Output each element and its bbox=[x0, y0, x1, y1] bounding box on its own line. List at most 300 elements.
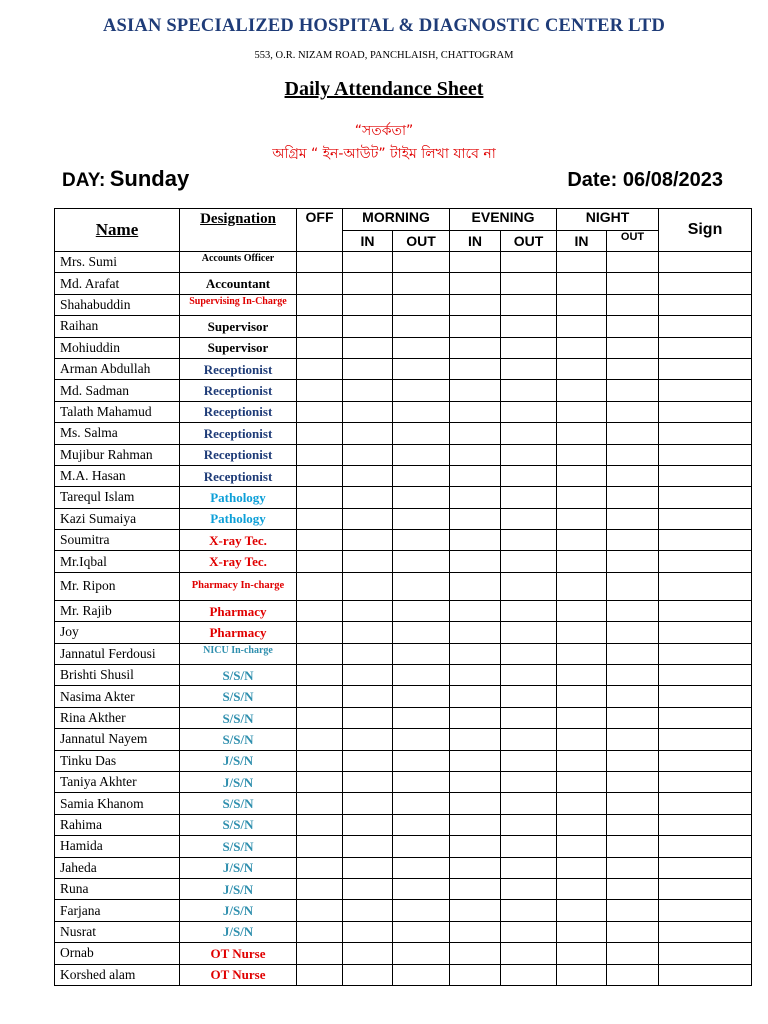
evening-in-cell[interactable] bbox=[450, 750, 501, 771]
off-cell[interactable] bbox=[297, 857, 343, 878]
night-out-cell[interactable] bbox=[607, 551, 659, 572]
evening-header: EVENING bbox=[450, 209, 557, 231]
off-cell[interactable] bbox=[297, 273, 343, 294]
night-in-cell[interactable] bbox=[557, 793, 607, 814]
morning-out-cell[interactable] bbox=[393, 358, 450, 379]
morning-out-cell[interactable] bbox=[393, 572, 450, 600]
evening-out-cell[interactable] bbox=[501, 465, 557, 486]
night-out-cell[interactable] bbox=[607, 316, 659, 337]
night-in-cell[interactable] bbox=[557, 465, 607, 486]
evening-in-cell[interactable] bbox=[450, 487, 501, 508]
off-cell[interactable] bbox=[297, 750, 343, 771]
night-in-cell[interactable] bbox=[557, 551, 607, 572]
evening-in-cell[interactable] bbox=[450, 771, 501, 792]
night-out-cell[interactable] bbox=[607, 337, 659, 358]
evening-out-cell[interactable] bbox=[501, 273, 557, 294]
morning-in-cell[interactable] bbox=[343, 643, 393, 664]
employee-designation: S/S/N bbox=[180, 836, 297, 857]
off-cell[interactable] bbox=[297, 444, 343, 465]
night-in-cell[interactable] bbox=[557, 423, 607, 444]
night-out-cell[interactable] bbox=[607, 964, 659, 985]
night-out-cell[interactable] bbox=[607, 487, 659, 508]
evening-out-cell[interactable] bbox=[501, 729, 557, 750]
night-in-cell[interactable] bbox=[557, 771, 607, 792]
morning-in-cell[interactable] bbox=[343, 878, 393, 899]
night-out-cell[interactable] bbox=[607, 380, 659, 401]
off-cell[interactable] bbox=[297, 508, 343, 529]
off-cell[interactable] bbox=[297, 964, 343, 985]
morning-in-cell[interactable] bbox=[343, 252, 393, 273]
employee-designation: Receptionist bbox=[180, 423, 297, 444]
night-out-cell[interactable] bbox=[607, 252, 659, 273]
evening-out-cell[interactable] bbox=[501, 793, 557, 814]
sign-cell[interactable] bbox=[659, 771, 752, 792]
night-in-cell[interactable] bbox=[557, 729, 607, 750]
evening-in-cell[interactable] bbox=[450, 622, 501, 643]
night-out-cell[interactable] bbox=[607, 643, 659, 664]
night-in-cell[interactable] bbox=[557, 380, 607, 401]
morning-in-cell[interactable] bbox=[343, 900, 393, 921]
night-out-cell[interactable] bbox=[607, 900, 659, 921]
night-in-cell[interactable] bbox=[557, 401, 607, 422]
sign-cell[interactable] bbox=[659, 316, 752, 337]
evening-in-cell[interactable] bbox=[450, 444, 501, 465]
evening-out-cell[interactable] bbox=[501, 337, 557, 358]
evening-in-cell[interactable] bbox=[450, 686, 501, 707]
morning-out-cell[interactable] bbox=[393, 793, 450, 814]
off-cell[interactable] bbox=[297, 423, 343, 444]
evening-out-cell[interactable] bbox=[501, 857, 557, 878]
night-out-cell[interactable] bbox=[607, 921, 659, 942]
morning-in-cell[interactable] bbox=[343, 337, 393, 358]
evening-out-cell[interactable] bbox=[501, 600, 557, 621]
evening-out-cell[interactable] bbox=[501, 836, 557, 857]
evening-in-cell[interactable] bbox=[450, 857, 501, 878]
night-in-cell[interactable] bbox=[557, 572, 607, 600]
day-value: Sunday bbox=[109, 166, 190, 191]
off-cell[interactable] bbox=[297, 643, 343, 664]
sign-cell[interactable] bbox=[659, 380, 752, 401]
evening-in-cell[interactable] bbox=[450, 530, 501, 551]
employee-designation: OT Nurse bbox=[180, 964, 297, 985]
off-cell[interactable] bbox=[297, 380, 343, 401]
off-cell[interactable] bbox=[297, 900, 343, 921]
morning-out-cell[interactable] bbox=[393, 530, 450, 551]
night-in-cell[interactable] bbox=[557, 900, 607, 921]
sign-cell[interactable] bbox=[659, 665, 752, 686]
evening-in-cell[interactable] bbox=[450, 729, 501, 750]
evening-in-cell[interactable] bbox=[450, 814, 501, 835]
evening-out-cell[interactable] bbox=[501, 294, 557, 315]
evening-in-cell[interactable] bbox=[450, 943, 501, 964]
morning-out-cell[interactable] bbox=[393, 686, 450, 707]
morning-in-cell[interactable] bbox=[343, 686, 393, 707]
morning-in-cell[interactable] bbox=[343, 836, 393, 857]
morning-out-cell[interactable] bbox=[393, 857, 450, 878]
employee-designation: J/S/N bbox=[180, 900, 297, 921]
night-out-cell[interactable] bbox=[607, 814, 659, 835]
night-out-cell[interactable] bbox=[607, 750, 659, 771]
night-in-cell[interactable] bbox=[557, 686, 607, 707]
sign-cell[interactable] bbox=[659, 921, 752, 942]
evening-out-cell[interactable] bbox=[501, 707, 557, 728]
morning-in-cell[interactable] bbox=[343, 750, 393, 771]
evening-out-cell[interactable] bbox=[501, 252, 557, 273]
sign-cell[interactable] bbox=[659, 551, 752, 572]
evening-in-cell[interactable] bbox=[450, 900, 501, 921]
morning-in-cell[interactable] bbox=[343, 380, 393, 401]
evening-in-cell[interactable] bbox=[450, 707, 501, 728]
night-out-cell[interactable] bbox=[607, 572, 659, 600]
morning-out-cell[interactable] bbox=[393, 337, 450, 358]
night-out-cell[interactable] bbox=[607, 665, 659, 686]
night-in-cell[interactable] bbox=[557, 836, 607, 857]
night-out-cell[interactable] bbox=[607, 273, 659, 294]
morning-in-cell[interactable] bbox=[343, 572, 393, 600]
table-row bbox=[55, 551, 752, 572]
employee-designation: Receptionist bbox=[180, 465, 297, 486]
morning-in-cell[interactable] bbox=[343, 530, 393, 551]
sign-cell[interactable] bbox=[659, 252, 752, 273]
morning-in-cell[interactable] bbox=[343, 294, 393, 315]
evening-out-cell[interactable] bbox=[501, 572, 557, 600]
sign-cell[interactable] bbox=[659, 729, 752, 750]
night-in-cell[interactable] bbox=[557, 921, 607, 942]
night-out-cell[interactable] bbox=[607, 358, 659, 379]
evening-in-cell[interactable] bbox=[450, 551, 501, 572]
morning-out-cell[interactable] bbox=[393, 273, 450, 294]
night-in-cell[interactable] bbox=[557, 273, 607, 294]
sign-cell[interactable] bbox=[659, 622, 752, 643]
off-cell[interactable] bbox=[297, 665, 343, 686]
table-row bbox=[55, 423, 752, 444]
sign-cell[interactable] bbox=[659, 337, 752, 358]
night-out-cell[interactable] bbox=[607, 836, 659, 857]
sign-cell[interactable] bbox=[659, 401, 752, 422]
night-out-cell[interactable] bbox=[607, 943, 659, 964]
evening-out-cell[interactable] bbox=[501, 643, 557, 664]
morning-in-cell[interactable] bbox=[343, 316, 393, 337]
morning-out-cell[interactable] bbox=[393, 665, 450, 686]
sign-cell[interactable] bbox=[659, 643, 752, 664]
off-cell[interactable] bbox=[297, 551, 343, 572]
employee-designation: Accountant bbox=[180, 273, 297, 294]
morning-out-cell[interactable] bbox=[393, 921, 450, 942]
off-cell[interactable] bbox=[297, 316, 343, 337]
night-in-cell[interactable] bbox=[557, 857, 607, 878]
sign-cell[interactable] bbox=[659, 836, 752, 857]
off-cell[interactable] bbox=[297, 252, 343, 273]
sign-cell[interactable] bbox=[659, 444, 752, 465]
morning-in-cell[interactable] bbox=[343, 665, 393, 686]
morning-out-cell[interactable] bbox=[393, 707, 450, 728]
evening-in-cell[interactable] bbox=[450, 793, 501, 814]
off-cell[interactable] bbox=[297, 337, 343, 358]
night-out-cell[interactable] bbox=[607, 401, 659, 422]
sign-cell[interactable] bbox=[659, 487, 752, 508]
sign-cell[interactable] bbox=[659, 273, 752, 294]
morning-in-cell[interactable] bbox=[343, 358, 393, 379]
sign-cell[interactable] bbox=[659, 878, 752, 899]
morning-out-cell[interactable] bbox=[393, 465, 450, 486]
sign-cell[interactable] bbox=[659, 900, 752, 921]
employee-designation: J/S/N bbox=[180, 750, 297, 771]
evening-in-cell[interactable] bbox=[450, 252, 501, 273]
off-cell[interactable] bbox=[297, 814, 343, 835]
evening-out-cell[interactable] bbox=[501, 423, 557, 444]
evening-out-cell[interactable] bbox=[501, 921, 557, 942]
evening-in-cell[interactable] bbox=[450, 836, 501, 857]
evening-out-cell[interactable] bbox=[501, 900, 557, 921]
sign-cell[interactable] bbox=[659, 707, 752, 728]
morning-in-cell[interactable] bbox=[343, 622, 393, 643]
night-out-cell[interactable] bbox=[607, 857, 659, 878]
night-out-cell[interactable] bbox=[607, 793, 659, 814]
evening-out-cell[interactable] bbox=[501, 380, 557, 401]
evening-in-cell[interactable] bbox=[450, 878, 501, 899]
morning-out-cell[interactable] bbox=[393, 729, 450, 750]
morning-in-cell[interactable] bbox=[343, 401, 393, 422]
morning-out-cell[interactable] bbox=[393, 836, 450, 857]
night-out-cell[interactable] bbox=[607, 465, 659, 486]
night-in-cell[interactable] bbox=[557, 878, 607, 899]
evening-in-cell[interactable] bbox=[450, 508, 501, 529]
off-cell[interactable] bbox=[297, 294, 343, 315]
table-row bbox=[55, 878, 752, 899]
employee-name: Joy bbox=[55, 622, 180, 643]
night-in-cell[interactable] bbox=[557, 814, 607, 835]
evening-out-cell[interactable] bbox=[501, 686, 557, 707]
evening-in-cell[interactable] bbox=[450, 572, 501, 600]
night-out-cell[interactable] bbox=[607, 771, 659, 792]
night-in-cell[interactable] bbox=[557, 964, 607, 985]
sign-cell[interactable] bbox=[659, 943, 752, 964]
table-row bbox=[55, 900, 752, 921]
night-out-cell[interactable] bbox=[607, 294, 659, 315]
evening-in-cell[interactable] bbox=[450, 665, 501, 686]
table-row bbox=[55, 508, 752, 529]
off-cell[interactable] bbox=[297, 465, 343, 486]
employee-designation: J/S/N bbox=[180, 878, 297, 899]
morning-out-cell[interactable] bbox=[393, 508, 450, 529]
morning-in-cell[interactable] bbox=[343, 600, 393, 621]
evening-in-cell[interactable] bbox=[450, 358, 501, 379]
morning-in-cell[interactable] bbox=[343, 814, 393, 835]
night-in-cell[interactable] bbox=[557, 358, 607, 379]
sign-cell[interactable] bbox=[659, 423, 752, 444]
off-cell[interactable] bbox=[297, 622, 343, 643]
night-in-cell[interactable] bbox=[557, 444, 607, 465]
evening-out-cell[interactable] bbox=[501, 964, 557, 985]
employee-designation: Receptionist bbox=[180, 380, 297, 401]
morning-out-cell[interactable] bbox=[393, 380, 450, 401]
night-in-cell[interactable] bbox=[557, 622, 607, 643]
evening-out-cell[interactable] bbox=[501, 771, 557, 792]
off-cell[interactable] bbox=[297, 793, 343, 814]
off-cell[interactable] bbox=[297, 836, 343, 857]
off-cell[interactable] bbox=[297, 707, 343, 728]
night-out-cell[interactable] bbox=[607, 622, 659, 643]
evening-in-cell[interactable] bbox=[450, 401, 501, 422]
evening-in-cell[interactable] bbox=[450, 643, 501, 664]
morning-out-cell[interactable] bbox=[393, 814, 450, 835]
evening-in-cell[interactable] bbox=[450, 316, 501, 337]
evening-in-cell[interactable] bbox=[450, 600, 501, 621]
evening-out-cell[interactable] bbox=[501, 622, 557, 643]
warning-title: “সতর্কতা” bbox=[354, 123, 414, 139]
morning-out-cell[interactable] bbox=[393, 600, 450, 621]
night-out-cell[interactable] bbox=[607, 686, 659, 707]
off-cell[interactable] bbox=[297, 771, 343, 792]
sign-cell[interactable] bbox=[659, 294, 752, 315]
sign-cell[interactable] bbox=[659, 600, 752, 621]
night-in-cell[interactable] bbox=[557, 943, 607, 964]
off-cell[interactable] bbox=[297, 358, 343, 379]
evening-in-cell[interactable] bbox=[450, 294, 501, 315]
sign-cell[interactable] bbox=[659, 814, 752, 835]
off-cell[interactable] bbox=[297, 729, 343, 750]
morning-out-cell[interactable] bbox=[393, 622, 450, 643]
morning-in-cell[interactable] bbox=[343, 423, 393, 444]
morning-in-cell[interactable] bbox=[343, 921, 393, 942]
evening-in-cell[interactable] bbox=[450, 380, 501, 401]
employee-name: Tinku Das bbox=[55, 750, 180, 771]
off-cell[interactable] bbox=[297, 572, 343, 600]
night-in-cell[interactable] bbox=[557, 643, 607, 664]
night-out-cell[interactable] bbox=[607, 508, 659, 529]
sign-cell[interactable] bbox=[659, 857, 752, 878]
table-row bbox=[55, 530, 752, 551]
morning-out-cell[interactable] bbox=[393, 487, 450, 508]
night-out-cell[interactable] bbox=[607, 423, 659, 444]
night-in-cell[interactable] bbox=[557, 337, 607, 358]
morning-out-cell[interactable] bbox=[393, 750, 450, 771]
evening-out-cell[interactable] bbox=[501, 750, 557, 771]
evening-out-cell[interactable] bbox=[501, 665, 557, 686]
sign-cell[interactable] bbox=[659, 358, 752, 379]
night-in-cell[interactable] bbox=[557, 530, 607, 551]
evening-in-cell[interactable] bbox=[450, 921, 501, 942]
sign-cell[interactable] bbox=[659, 964, 752, 985]
evening-in-cell[interactable] bbox=[450, 465, 501, 486]
evening-out-cell[interactable] bbox=[501, 401, 557, 422]
morning-in-cell[interactable] bbox=[343, 771, 393, 792]
night-out-cell[interactable] bbox=[607, 444, 659, 465]
evening-out-cell[interactable] bbox=[501, 444, 557, 465]
day-label: DAY: bbox=[62, 170, 106, 191]
employee-designation: Pathology bbox=[180, 508, 297, 529]
off-cell[interactable] bbox=[297, 686, 343, 707]
night-in-cell[interactable] bbox=[557, 750, 607, 771]
morning-in-cell[interactable] bbox=[343, 964, 393, 985]
night-in-cell[interactable] bbox=[557, 600, 607, 621]
morning-in-cell[interactable] bbox=[343, 273, 393, 294]
morning-in-cell[interactable] bbox=[343, 729, 393, 750]
sign-cell[interactable] bbox=[659, 793, 752, 814]
morning-out-cell[interactable] bbox=[393, 252, 450, 273]
night-out-cell[interactable] bbox=[607, 600, 659, 621]
sign-cell[interactable] bbox=[659, 530, 752, 551]
morning-out-cell[interactable] bbox=[393, 643, 450, 664]
morning-out-cell[interactable] bbox=[393, 943, 450, 964]
morning-in-cell[interactable] bbox=[343, 508, 393, 529]
morning-in-cell[interactable] bbox=[343, 465, 393, 486]
night-in-cell[interactable] bbox=[557, 707, 607, 728]
off-cell[interactable] bbox=[297, 943, 343, 964]
evening-out-cell[interactable] bbox=[501, 508, 557, 529]
evening-in-cell[interactable] bbox=[450, 337, 501, 358]
evening-out-cell[interactable] bbox=[501, 814, 557, 835]
night-out-cell[interactable] bbox=[607, 707, 659, 728]
night-in-cell[interactable] bbox=[557, 487, 607, 508]
evening-in-cell[interactable] bbox=[450, 273, 501, 294]
evening-in-cell[interactable] bbox=[450, 964, 501, 985]
off-cell[interactable] bbox=[297, 878, 343, 899]
night-out-cell[interactable] bbox=[607, 530, 659, 551]
employee-name: Talath Mahamud bbox=[55, 401, 180, 422]
employee-name: Tarequl Islam bbox=[55, 487, 180, 508]
night-out-cell[interactable] bbox=[607, 878, 659, 899]
morning-in-cell[interactable] bbox=[343, 487, 393, 508]
morning-in-cell[interactable] bbox=[343, 444, 393, 465]
morning-out-cell[interactable] bbox=[393, 964, 450, 985]
night-in-cell[interactable] bbox=[557, 316, 607, 337]
table-row bbox=[55, 793, 752, 814]
sign-cell[interactable] bbox=[659, 465, 752, 486]
off-cell[interactable] bbox=[297, 487, 343, 508]
night-in-cell[interactable] bbox=[557, 252, 607, 273]
morning-in-cell[interactable] bbox=[343, 551, 393, 572]
employee-name: Runa bbox=[55, 878, 180, 899]
morning-out-cell[interactable] bbox=[393, 444, 450, 465]
evening-out-cell[interactable] bbox=[501, 878, 557, 899]
morning-out-cell[interactable] bbox=[393, 771, 450, 792]
off-cell[interactable] bbox=[297, 921, 343, 942]
evening-in-header: IN bbox=[450, 231, 501, 252]
sign-cell[interactable] bbox=[659, 750, 752, 771]
morning-in-cell[interactable] bbox=[343, 943, 393, 964]
evening-in-cell[interactable] bbox=[450, 423, 501, 444]
off-cell[interactable] bbox=[297, 600, 343, 621]
morning-in-cell[interactable] bbox=[343, 707, 393, 728]
morning-out-cell[interactable] bbox=[393, 316, 450, 337]
evening-out-cell[interactable] bbox=[501, 358, 557, 379]
morning-out-cell[interactable] bbox=[393, 423, 450, 444]
sign-cell[interactable] bbox=[659, 508, 752, 529]
night-in-cell[interactable] bbox=[557, 665, 607, 686]
night-out-cell[interactable] bbox=[607, 729, 659, 750]
employee-name: Kazi Sumaiya bbox=[55, 508, 180, 529]
evening-out-cell[interactable] bbox=[501, 530, 557, 551]
morning-out-cell[interactable] bbox=[393, 294, 450, 315]
morning-out-cell[interactable] bbox=[393, 551, 450, 572]
morning-in-cell[interactable] bbox=[343, 793, 393, 814]
off-cell[interactable] bbox=[297, 530, 343, 551]
sign-cell[interactable] bbox=[659, 686, 752, 707]
evening-out-cell[interactable] bbox=[501, 316, 557, 337]
evening-out-cell[interactable] bbox=[501, 487, 557, 508]
morning-out-cell[interactable] bbox=[393, 401, 450, 422]
night-in-cell[interactable] bbox=[557, 508, 607, 529]
evening-out-cell[interactable] bbox=[501, 943, 557, 964]
night-in-cell[interactable] bbox=[557, 294, 607, 315]
sign-cell[interactable] bbox=[659, 572, 752, 600]
morning-out-cell[interactable] bbox=[393, 878, 450, 899]
morning-out-cell[interactable] bbox=[393, 900, 450, 921]
morning-in-cell[interactable] bbox=[343, 857, 393, 878]
evening-out-cell[interactable] bbox=[501, 551, 557, 572]
off-cell[interactable] bbox=[297, 401, 343, 422]
